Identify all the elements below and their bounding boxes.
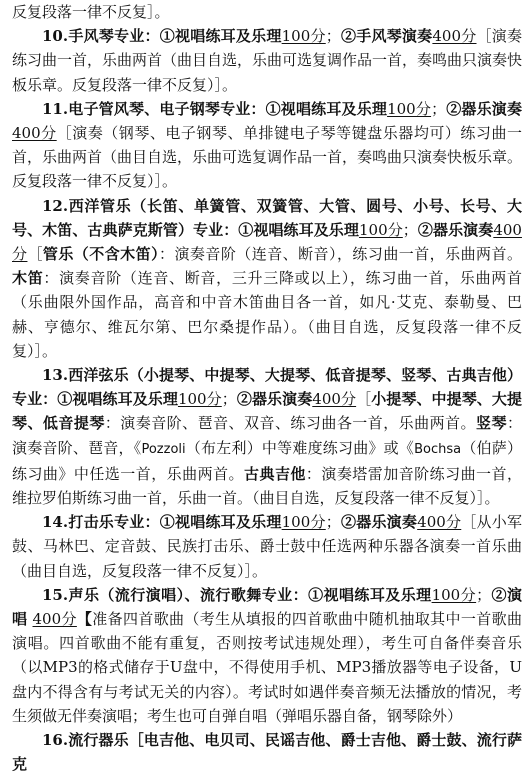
subject-1-label: ①视唱练耳及乐理 <box>265 99 388 118</box>
item-number: 14. <box>42 513 69 532</box>
subject-1-label: ①视唱练耳及乐理 <box>308 585 432 604</box>
paragraph-text: 反复段落一律不反复］。 <box>12 3 170 21</box>
subject-2-label: ②器乐演奏 <box>446 99 522 118</box>
subject-1-label: ①视唱练耳及乐理 <box>159 27 282 46</box>
item-number: 12. <box>42 196 69 215</box>
subject-2-label: ②器乐演奏 <box>417 220 494 239</box>
instrument-group-text: ：演奏塔雷加音阶练习曲一首，维拉罗伯斯练习曲一首，乐曲一首。（曲目自选，反复段落一律不反复）］。 <box>12 464 522 508</box>
requirements-text: ［演奏练习曲一首，乐曲两首（曲目自选，乐曲可选复调作品一首，奏鸣曲只演奏快板乐章。反复段落一律不反复）］。 <box>12 27 523 94</box>
item-number: 16. <box>42 731 69 750</box>
subject-2-score: 400分 <box>417 513 462 532</box>
instrument-group-text: （布左利）中等难度练习曲》或《 <box>185 438 415 457</box>
instrument-group-text: ：演奏音阶、琶音，《 <box>12 414 522 457</box>
latin-name: Pozzoli <box>141 441 186 457</box>
latin-name: Bochsa <box>414 441 462 457</box>
subject-1-label: ①视唱练耳及乐理 <box>159 513 282 532</box>
subject-1-score: 100分 <box>358 220 403 239</box>
separator: ； <box>476 585 492 604</box>
document-body <box>12 0 522 777</box>
subject-2-label: ②演唱 <box>12 585 522 629</box>
subject-2-score: 400分 <box>312 390 357 409</box>
instrument-group-text: ：演奏音阶、琶音、双音、练习曲各一首，乐曲两首。 <box>104 414 477 433</box>
instrument-group-label: 小提琴、中提琴、大提琴、低音提琴 <box>12 390 522 433</box>
subject-2-label: ②器乐演奏 <box>236 390 313 409</box>
instrument-group-label: 木笛 <box>12 269 44 288</box>
subject-2-label: ②器乐演奏 <box>340 513 418 532</box>
subject-1-score: 100分 <box>281 27 326 46</box>
subject-1-score: 100分 <box>177 390 222 409</box>
major-name: 电子管风琴、电子钢琴专业： <box>68 99 266 118</box>
subject-2-label: ②手风琴演奏 <box>340 27 433 46</box>
subject-2-score: 400分 <box>32 610 77 629</box>
instrument-group-label: 竖琴 <box>476 414 507 433</box>
paragraph-pop-instrumental <box>12 728 522 776</box>
requirements-text: ［演奏（钢琴、电子钢琴、单排键电子琴等键盘乐器均可）练习曲一首，乐曲两首（曲目自选，乐曲可选复调作品一首，奏鸣曲只演奏快板乐章。反复段落一律不反复）］。 <box>12 124 523 191</box>
subject-2-score: 400分 <box>432 27 477 46</box>
major-name: 手风琴专业： <box>68 27 160 46</box>
subject-1-score: 100分 <box>281 513 326 532</box>
bracket-open: ［ <box>27 245 43 264</box>
bracket-open: 【 <box>76 610 93 629</box>
major-name: 打击乐专业： <box>68 513 160 532</box>
subject-2-score: 400分 <box>12 220 522 264</box>
subject-1-label: ①视唱练耳及乐理 <box>238 220 359 239</box>
instrument-group-label: 管乐（不含木笛） <box>42 245 160 264</box>
requirements-text: 准备四首歌曲（考生从填报的四首歌曲中随机抽取其中一首歌曲演唱。四首歌曲不能有重复，否则按考试违规处理），考生可自备伴奏音乐（以MP3的格式储存于U盘中，不得使用手机、MP3播放器等电子设备，U盘内不得含有与考试无关的内容）。考试时如遇伴奏音频无法播放的情况，考生须做无伴奏演唱；考生也可自弹自唱（弹唱乐器自备，钢琴除外） <box>12 610 522 725</box>
subject-2-score: 400分 <box>12 124 57 143</box>
separator: ； <box>325 27 341 46</box>
paragraph-percussion <box>12 510 522 583</box>
major-name: 西洋管乐（长笛、单簧管、双簧管、大管、圆号、小号、长号、大号、木笛、古典萨克斯管）专业： <box>12 196 522 239</box>
paragraph-continuation <box>12 0 522 24</box>
item-number: 13. <box>42 366 69 385</box>
bracket-open: ［ <box>356 390 372 409</box>
separator: ； <box>325 513 341 532</box>
separator: ； <box>402 220 418 239</box>
paragraph-western-strings <box>12 363 522 510</box>
major-name: 西洋弦乐（小提琴、中提琴、大提琴、低音提琴、竖琴、古典吉他）专业： <box>12 366 522 409</box>
requirements-text: ［从小军鼓、马林巴、定音鼓、民族打击乐、爵士鼓中任选两种乐器各演奏一首乐曲（曲目自选，反复段落一律不反复）］。 <box>12 513 522 580</box>
major-name: 声乐（流行演唱）、流行歌舞专业： <box>68 585 309 604</box>
separator: ； <box>431 99 447 118</box>
separator: ； <box>221 390 237 409</box>
subject-1-score: 100分 <box>431 585 477 604</box>
instrument-group-text: ：演奏音阶（连音、断音），练习曲一首，乐曲两首。 <box>159 245 522 264</box>
instrument-group-text: ：演奏音阶（连音、断音，三升三降或以上），练习曲一首，乐曲两首（乐曲限外国作品，高音和中音木笛曲目各一首，如凡·艾克、泰勒曼、巴赫、亨德尔、维瓦尔第、巴尔桑提作品）。（曲目自选，反复段落一律不反复）］。 <box>12 269 522 360</box>
subject-1-label: ①视唱练耳及乐理 <box>57 390 178 409</box>
item-number: 15. <box>42 585 69 604</box>
paragraph-accordion <box>12 24 522 97</box>
item-number: 10. <box>42 27 69 46</box>
paragraph-western-winds <box>12 194 522 363</box>
instrument-group-text: （伯萨）练习曲》中任选一首，乐曲两首。 <box>12 438 522 483</box>
paragraph-pop-vocal <box>12 583 522 728</box>
instrument-group-label: 古典吉他 <box>244 464 306 483</box>
paragraph-electronic-organ <box>12 97 522 194</box>
major-name: 流行器乐［电吉他、电贝司、民谣吉他、爵士吉他、爵士鼓、流行萨克 <box>12 731 522 774</box>
subject-1-score: 100分 <box>387 99 432 118</box>
item-number: 11. <box>42 99 69 118</box>
